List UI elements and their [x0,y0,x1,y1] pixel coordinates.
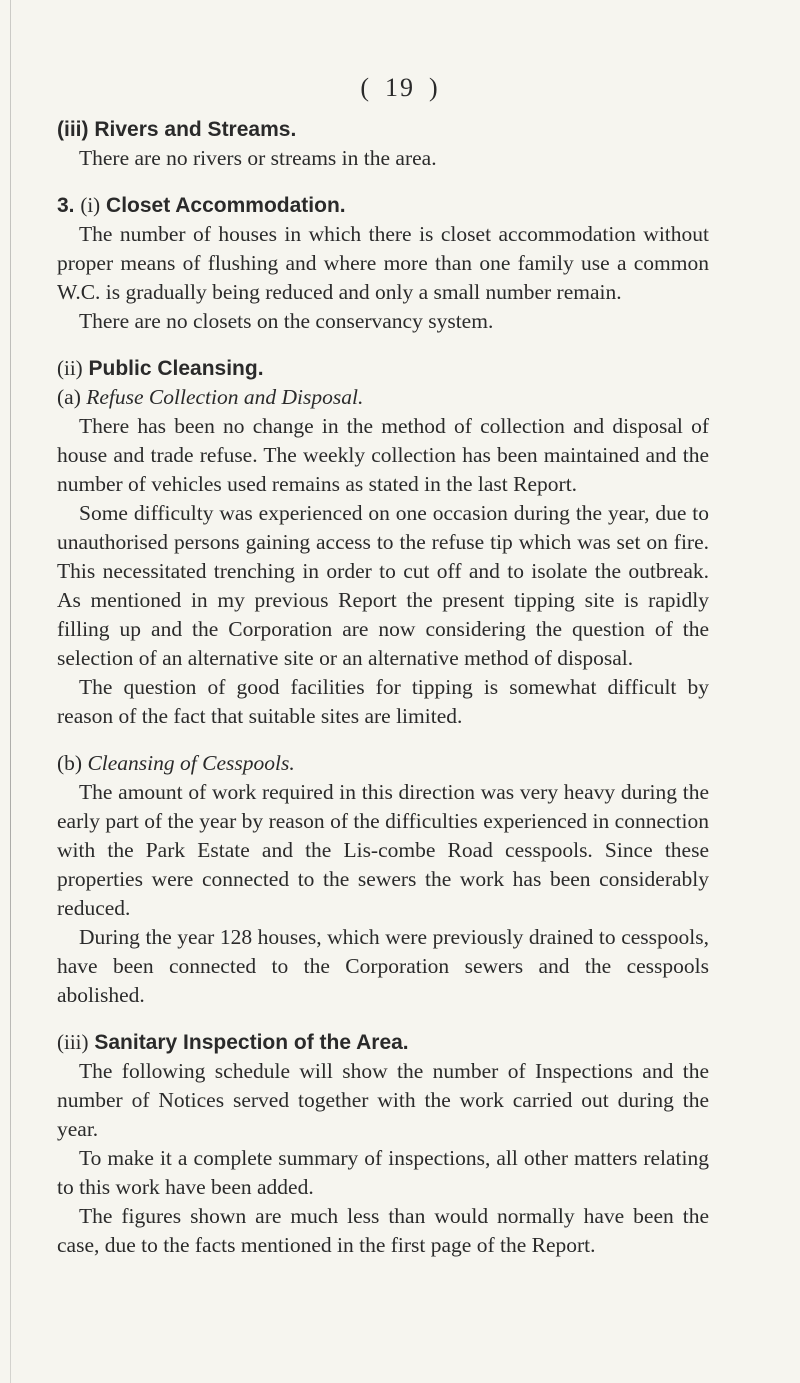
paragraph: To make it a complete summary of inspections, all other matters relating to this work have been added. [57,1146,709,1199]
page-number: ( 19 ) [360,73,440,102]
paragraph: The amount of work required in this direction was very heavy during the early part of the year by reason of the difficulties experienced in connection with the Park Estate and the Lis-combe Road cesspools. Since these properties were connected to the sewers the work has been considerably reduced. [57,780,709,920]
paragraph: The figures shown are much less than would normally have been the case, due to the facts mentioned in the first page of the Report. [57,1204,709,1257]
heading-rivers: (iii) Rivers and Streams. [57,118,297,141]
paragraph: The following schedule will show the number of Inspections and the number of Notices served together with the work carried out during the year. [57,1059,709,1141]
subheading-refuse: (a) Refuse Collection and Disposal. [57,385,364,409]
document-body [57,115,709,1260]
heading-public-cleansing: (ii) Public Cleansing. [57,356,264,380]
paragraph: There are no rivers or streams in the area. [79,146,437,170]
paragraph: During the year 128 houses, which were previously drained to cesspools, have been connected to the Corporation sewers and the cesspools abolished. [57,925,709,1007]
paragraph: The number of houses in which there is closet accommodation without proper means of flushing and where more than one family use a common W.C. is gradually being reduced and only a small number remain. [57,222,709,304]
heading-sanitary-inspection: (iii) Sanitary Inspection of the Area. [57,1030,409,1054]
paragraph: Some difficulty was experienced on one occasion during the year, due to unauthorised persons gaining access to the refuse tip which was set on fire. This necessitated trenching in order to cut off and to isolate the outbreak. As mentioned in my previous Report the present tipping site is rapidly filling up and the Corporation are now considering the question of the selection of an alternative site or an alternative method of disposal. [57,501,709,670]
heading-closet: 3. (i) Closet Accommodation. [57,193,346,217]
subheading-cesspools: (b) Cleansing of Cesspools. [57,751,295,775]
paragraph: There has been no change in the method of collection and disposal of house and trade refuse. The weekly collection has been maintained and the number of vehicles used remains as stated in the last Report. [57,414,709,496]
paragraph: There are no closets on the conservancy system. [79,309,494,333]
paragraph: The question of good facilities for tipping is somewhat difficult by reason of the fact that suitable sites are limited. [57,675,709,728]
